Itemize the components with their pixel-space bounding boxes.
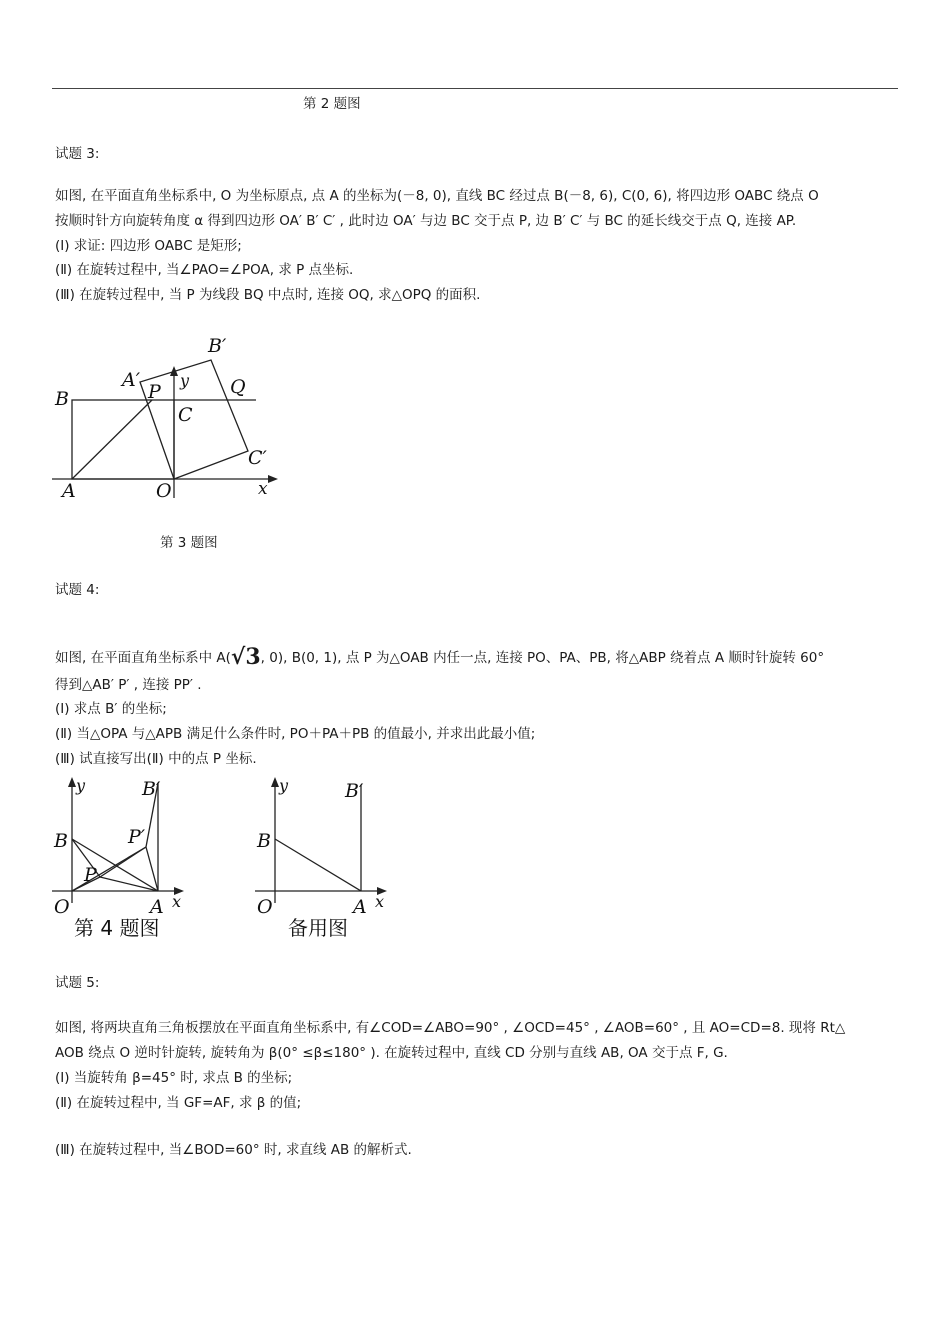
label-o: O — [156, 480, 172, 502]
question-5-line-2: AOB 绕点 O 逆时针旋转, 旋转角为 β(0° ≤β≤180° ). 在旋转过程中, 直线 CD 分别与直线 AB, OA 交于点 F, G. — [55, 1045, 728, 1061]
question-5-line-1: 如图, 将两块直角三角板摆放在平面直角坐标系中, 有∠COD=∠ABO=90° , ∠OCD=45° , ∠AOB=60° , 且 AO=CD=8. 现将 Rt△ — [55, 1020, 846, 1036]
label-b-prime: B′ — [142, 778, 161, 800]
figure-2-caption: 第 2 题图 — [303, 96, 361, 112]
label-c: C — [178, 404, 193, 426]
question-4-part-3: (Ⅲ) 试直接写出(Ⅱ) 中的点 P 坐标. — [55, 751, 257, 767]
label-a-prime: A′ — [122, 369, 141, 391]
question-4-line-1-end: , 0), B(0, 1), 点 P 为△OAB 内任一点, 连接 PO、PA、PB, 将△ABP 绕着点 A 顺时针旋转 60° — [260, 650, 825, 666]
label-a: A — [150, 896, 164, 918]
label-p-prime: P′ — [128, 826, 146, 848]
question-3-figure — [50, 330, 290, 505]
top-divider — [52, 88, 898, 89]
question-4-heading: 试题 4: — [55, 582, 100, 598]
y-axis-arrow — [68, 777, 76, 787]
question-3-part-2: (Ⅱ) 在旋转过程中, 当∠PAO=∠POA, 求 P 点坐标. — [55, 262, 354, 278]
figure-4-caption: 第 4 题图 — [74, 916, 160, 940]
question-5-part-2: (Ⅱ) 在旋转过程中, 当 GF=AF, 求 β 的值; — [55, 1095, 302, 1111]
segment-ab — [275, 839, 361, 891]
question-4-line-1 — [55, 644, 825, 670]
label-a: A — [62, 480, 76, 502]
label-a: A — [353, 896, 367, 918]
question-4-line-2: 得到△AB′ P′ , 连接 PP′ . — [55, 677, 202, 693]
label-o: O — [257, 896, 273, 918]
segment-ap — [72, 400, 152, 479]
label-y: y — [76, 776, 86, 795]
question-4-part-1: (Ⅰ) 求点 B′ 的坐标; — [55, 701, 167, 717]
question-5-heading: 试题 5: — [55, 975, 100, 991]
question-4-line-1-start: 如图, 在平面直角坐标系中 A( — [55, 650, 231, 666]
label-b-prime: B′ — [345, 780, 364, 802]
figure-3-caption: 第 3 题图 — [160, 535, 218, 551]
label-x: x — [258, 479, 268, 499]
y-axis-arrow — [271, 777, 279, 787]
label-y: y — [180, 371, 190, 390]
label-p: P — [84, 864, 97, 886]
label-b: B — [55, 388, 69, 410]
sqrt-three: √3 — [230, 644, 261, 670]
label-o: O — [54, 896, 70, 918]
question-5-part-1: (Ⅰ) 当旋转角 β=45° 时, 求点 B 的坐标; — [55, 1070, 293, 1086]
label-p: P — [148, 381, 161, 403]
spare-figure-caption: 备用图 — [288, 916, 348, 940]
question-4-spare-figure — [253, 775, 398, 943]
label-b: B — [257, 830, 271, 852]
segment-pa — [100, 877, 158, 891]
label-b: B — [54, 830, 68, 852]
label-x: x — [172, 892, 182, 911]
question-3-line-2: 按顺时针方向旋转角度 α 得到四边形 OA′ B′ C′ , 此时边 OA′ 与边 BC 交于点 P, 边 B′ C′ 与 BC 的延长线交于点 Q, 连接 AP. — [55, 213, 797, 229]
x-axis-arrow — [268, 475, 278, 483]
question-3-part-1: (Ⅰ) 求证: 四边形 OABC 是矩形; — [55, 238, 242, 254]
question-3-line-1: 如图, 在平面直角坐标系中, O 为坐标原点, 点 A 的坐标为(－8, 0), 直线 BC 经过点 B(－8, 6), C(0, 6), 将四边形 OABC 绕点 O — [55, 188, 819, 204]
label-y: y — [279, 776, 289, 795]
question-5-part-3: (Ⅲ) 在旋转过程中, 当∠BOD=60° 时, 求直线 AB 的解析式. — [55, 1142, 412, 1158]
label-q: Q — [230, 376, 246, 398]
label-c-prime: C′ — [248, 447, 267, 469]
label-b-prime: B′ — [208, 335, 227, 357]
question-4-part-2: (Ⅱ) 当△OPA 与△APB 满足什么条件时, PO＋PA＋PB 的值最小, 并求出此最小值; — [55, 726, 536, 742]
question-4-figure — [50, 775, 195, 943]
question-3-part-3: (Ⅲ) 在旋转过程中, 当 P 为线段 BQ 中点时, 连接 OQ, 求△OPQ 的面积. — [55, 287, 481, 303]
question-3-heading: 试题 3: — [55, 146, 100, 162]
label-x: x — [375, 892, 385, 911]
rectangle-oabc — [72, 400, 174, 479]
